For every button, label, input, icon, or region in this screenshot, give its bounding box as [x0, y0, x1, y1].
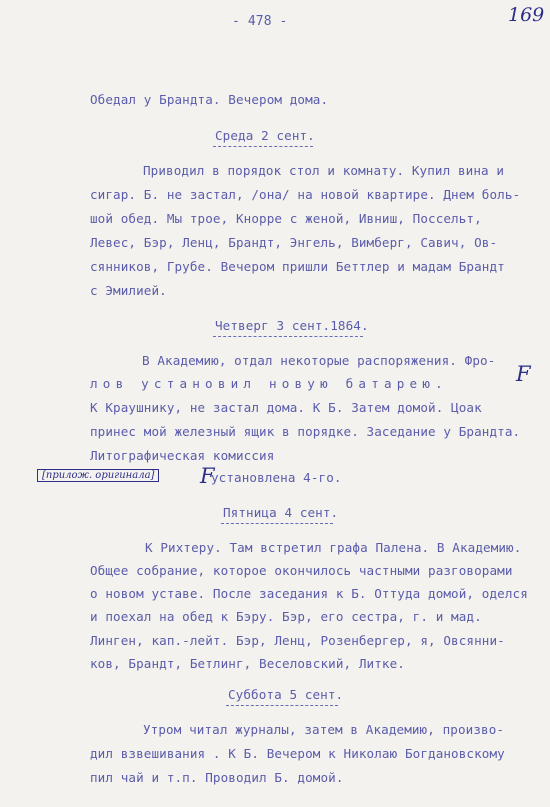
- text-line: Литографическая комиссия: [90, 448, 275, 463]
- margin-note: [37, 470, 159, 481]
- text-line: с Эмилией.: [90, 283, 167, 298]
- text-line: установлена 4-го.: [211, 470, 342, 485]
- text-line: К Краушнику, не застал дома. К Б. Затем домой. Цоак: [90, 400, 482, 415]
- date-heading: Пятница 4 сент.: [223, 505, 339, 520]
- text-line: Левес, Бэр, Ленц, Брандт, Энгель, Вимберг, Савич, Ов-: [90, 235, 498, 250]
- text-line: пил чай и т.п. Проводил Б. домой.: [90, 770, 344, 785]
- margin-mark: F: [200, 464, 215, 488]
- margin-note-text: [прилож. оригинала]: [37, 469, 159, 482]
- text-line: о новом уставе. После заседания к Б. Оттуда домой, оделся: [90, 586, 528, 601]
- date-heading: Суббота 5 сент.: [228, 687, 344, 702]
- heading-underline: [213, 146, 313, 147]
- text-line: Приводил в порядок стол и комнату. Купил вина и: [143, 163, 505, 178]
- text-line: Утром читал журналы, затем в Академию, произво-: [143, 722, 505, 737]
- page-number: - 478 -: [232, 14, 288, 29]
- text-line: сянников, Грубе. Вечером пришли Беттлер и мадам Брандт: [90, 259, 505, 274]
- text-line: шой обед. Мы трое, Кнорре с женой, Ивниш, Поссельт,: [90, 211, 482, 226]
- text-line: лов установил новую батарею.: [90, 376, 448, 391]
- heading-underline: [213, 336, 363, 337]
- text-line: и поехал на обед к Бэру. Бэр, его сестра, г. и мад.: [90, 609, 482, 624]
- text-line: дил взвешивания . К Б. Вечером к Николаю Богдановскому: [90, 746, 505, 761]
- heading-underline: [221, 523, 333, 524]
- archive-number: 169: [508, 4, 545, 26]
- text-line: ков, Брандт, Бетлинг, Веселовский, Литке.: [90, 656, 405, 671]
- margin-mark: F: [516, 362, 531, 386]
- text-line: принес мой железный ящик в порядке. Заседание у Брандта.: [90, 424, 521, 439]
- date-heading: Четверг 3 сент.1864.: [215, 318, 369, 333]
- text-line: К Рихтеру. Там встретил графа Палена. В Академию.: [145, 540, 522, 555]
- text-line: сигар. Б. не застал, /она/ на новой квартире. Днем боль-: [90, 187, 521, 202]
- text-line: Линген, кап.-лейт. Бэр, Ленц, Розенбергер, я, Овсянни-: [90, 633, 505, 648]
- date-heading: Среда 2 сент.: [215, 128, 315, 143]
- text-line: Обедал у Брандта. Вечером дома.: [90, 92, 329, 107]
- heading-underline: [226, 705, 338, 706]
- text-line: В Академию, отдал некоторые распоряжения. Фро-: [142, 353, 496, 368]
- text-line: Общее собрание, которое окончилось частными разговорами: [90, 563, 513, 578]
